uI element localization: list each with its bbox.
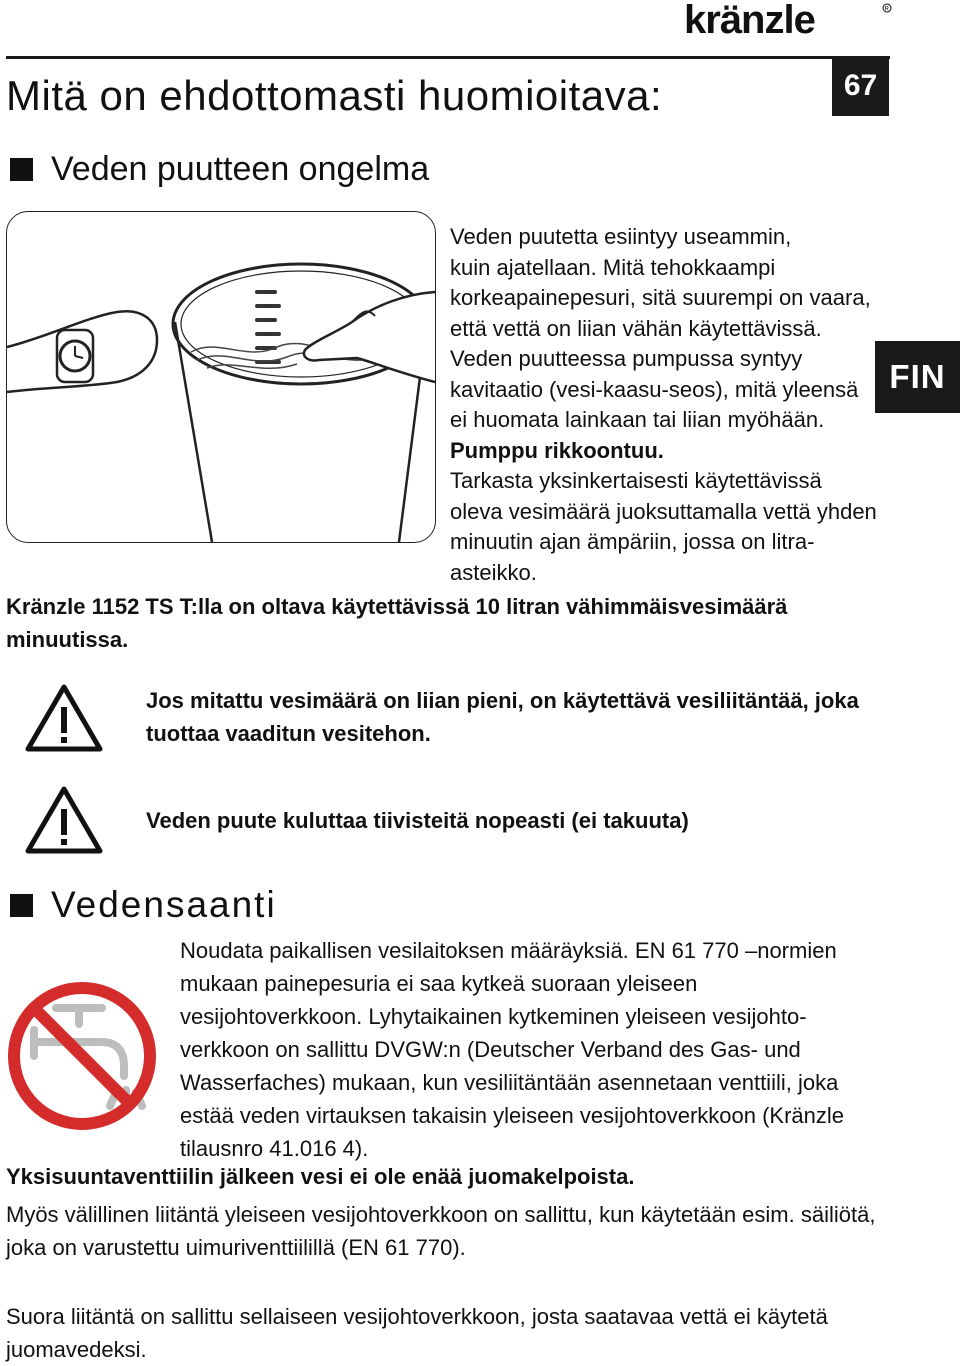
no-tap-water-icon [6, 980, 158, 1132]
intro-line: ei huomata lainkaan tai liian myöhään. [450, 407, 825, 432]
intro-line: Tarkasta yksinkertaisesti käytettävissä [450, 468, 822, 493]
intro-line: kuin ajatellaan. Mitä tehokkaampi [450, 254, 776, 280]
intro-line: Veden puutteessa pumpussa syntyy [450, 346, 803, 371]
intro-line: minuutin ajan ämpäriin, jossa on litra-asteikko. [450, 529, 815, 585]
intro-line-bold: Pumppu rikkoontuu. [450, 437, 664, 463]
intro-paragraph [450, 222, 900, 588]
language-tab: FIN [875, 341, 960, 413]
body-line: verkkoon on sallittu DVGW:n (Deutscher Verband des Gas- und [180, 1037, 801, 1062]
indirect-connection-paragraph: Myös välillinen liitäntä yleiseen vesijohtoverkkoon on sallittu, kun käytetään esim. säiliötä, joka on varustettu uimuriventtiilillä (EN 61 770). [6, 1202, 876, 1260]
svg-text:R: R [884, 6, 889, 13]
intro-line: Veden puutetta esiintyy useammin, [450, 224, 792, 249]
intro-line: kavitaatio (vesi-kaasu-seos), mitä yleensä [450, 376, 859, 402]
section-heading-water-shortage [10, 150, 429, 189]
water-supply-paragraph [180, 934, 900, 1165]
direct-connection-paragraph: Suora liitäntä on sallittu sellaiseen vesijohtoverkkoon, josta saatavaa vettä ei käytetä juomavedeksi. [6, 1304, 828, 1362]
bullet-square-icon [10, 894, 33, 917]
warning-text: Jos mitattu vesimäärä on liian pieni, on käytettävä vesiliitäntää, joka tuottaa vaaditun vesitehon. [146, 688, 859, 746]
bucket-watch-illustration [6, 211, 436, 543]
page-title: Mitä on ehdottomasti huomioitava: [6, 72, 663, 119]
svg-text:kränzle: kränzle [684, 2, 815, 38]
bullet-square-icon [10, 158, 33, 181]
body-line: Noudata paikallisen vesilaitoksen määräyksiä. EN 61 770 –normien [180, 938, 837, 963]
body-line: mukaan painepesuria ei saa kytkeä suoraan yleiseen [180, 971, 698, 996]
warning-text: Veden puute kuluttaa tiivisteitä nopeasti (ei takuuta) [146, 808, 689, 833]
intro-line: että vettä on liian vähän käytettävissä. [450, 315, 822, 341]
section-heading-water-supply [10, 884, 277, 926]
intro-line: korkeapainepesuri, sitä suurempi on vaara, [450, 285, 871, 310]
warning-triangle-icon [24, 683, 104, 753]
body-line: Wasserfaches) mukaan, kun vesiliitäntään asennetaan venttiili, joka [180, 1070, 839, 1095]
kranzle-logo [684, 2, 894, 38]
warning-triangle-icon [24, 785, 104, 855]
page-number: 67 [832, 56, 889, 116]
header-rule [6, 56, 890, 59]
body-line: estää veden virtauksen takaisin yleiseen vesijohtoverkkoon (Kränzle [180, 1103, 845, 1128]
section-heading-text: Veden puutteen ongelma [51, 150, 430, 188]
intro-line: oleva vesimäärä juoksuttamalla vettä yhden [450, 498, 877, 524]
section-heading-text: Vedensaanti [51, 884, 277, 925]
minimum-water-requirement: Kränzle 1152 TS T:lla on oltava käytettävissä 10 litran vähimmäisvesimäärä minuutissa. [6, 594, 788, 652]
bold-statement: Yksisuuntaventtiilin jälkeen vesi ei ole enää juomakelpoista. [6, 1164, 635, 1189]
body-line: vesijohtoverkkoon. Lyhytaikainen kytkeminen yleiseen vesijohto- [180, 1004, 807, 1029]
body-line: tilausnro 41.016 4). [180, 1136, 369, 1161]
